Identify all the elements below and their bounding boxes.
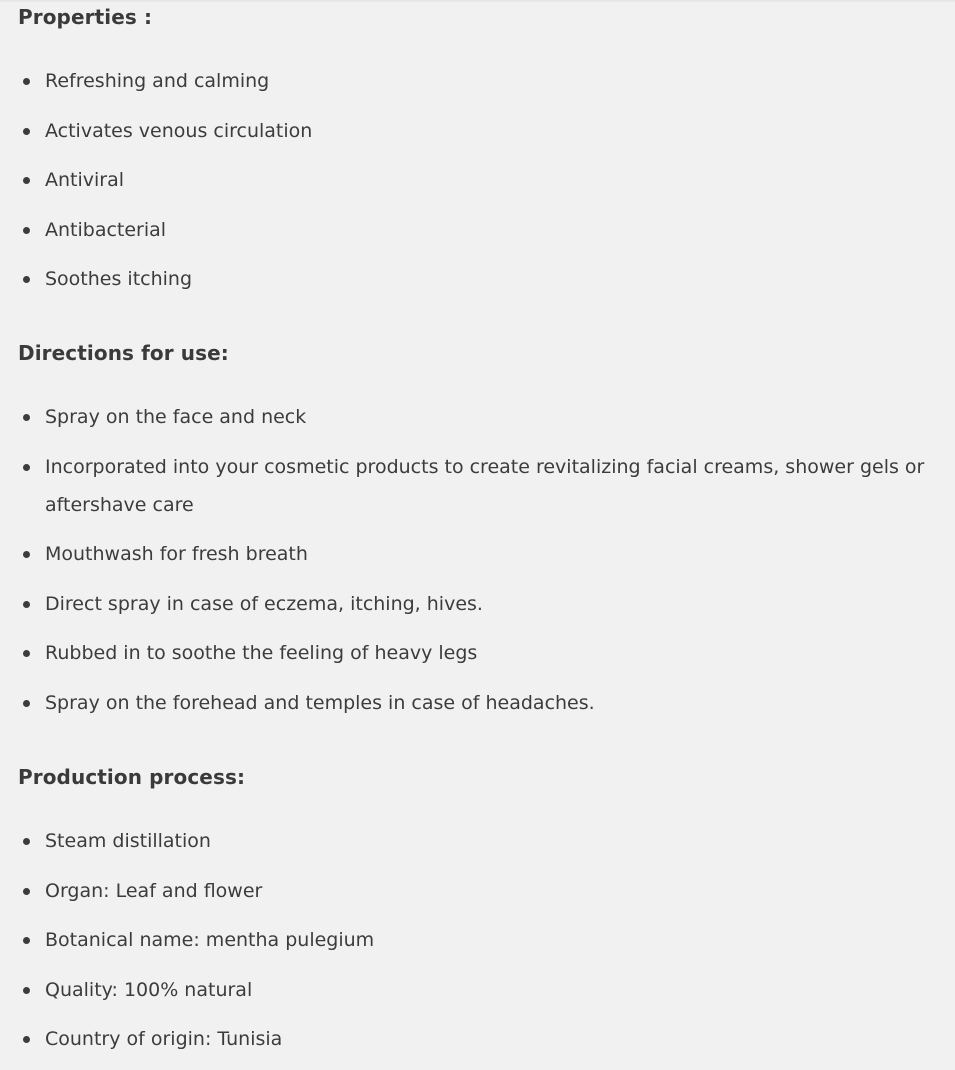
- list-item-text: Rubbed in to soothe the feeling of heavy legs: [45, 642, 478, 665]
- list-item-text: Spray on the forehead and temples in case of headaches.: [45, 691, 595, 714]
- bullet-icon: [23, 551, 30, 558]
- list-item-text: Botanical name: mentha pulegium: [45, 929, 375, 952]
- list-item-text: Spray on the face and neck: [45, 406, 307, 428]
- list-item: [18, 112, 312, 150]
- directions-heading: Directions for use:: [18, 341, 229, 365]
- production-heading: Production process:: [18, 765, 246, 789]
- list-item-text: Refreshing and calming: [45, 70, 270, 92]
- list-item-text: Soothes itching: [45, 268, 193, 291]
- list-item: [18, 822, 374, 860]
- bullet-icon: [23, 937, 30, 944]
- bullet-icon: [23, 177, 30, 184]
- bullet-icon: [23, 838, 30, 845]
- directions-list: [18, 398, 938, 734]
- bullet-icon: [23, 1036, 30, 1043]
- bullet-icon: [23, 414, 30, 421]
- list-item: [18, 684, 938, 722]
- bullet-icon: [23, 276, 30, 283]
- list-item: [18, 921, 374, 959]
- list-item-text: Activates venous circulation: [45, 119, 313, 142]
- bullet-icon: [23, 888, 30, 895]
- bullet-icon: [23, 464, 30, 471]
- list-item: [18, 161, 312, 199]
- bullet-icon: [23, 227, 30, 234]
- list-item: [18, 634, 938, 672]
- list-item-text: Antibacterial: [45, 218, 167, 241]
- list-item-text: Country of origin: Tunisia: [45, 1028, 283, 1051]
- list-item-text: Organ: Leaf and flower: [45, 879, 263, 902]
- list-item-text: Direct spray in case of eczema, itching, hives.: [45, 592, 483, 615]
- list-item: [18, 585, 938, 623]
- list-item-text: Antiviral: [45, 169, 125, 192]
- list-item-text: Quality: 100% natural: [45, 978, 253, 1001]
- list-item: [18, 398, 938, 436]
- list-item: [18, 260, 312, 298]
- bullet-icon: [23, 78, 30, 85]
- production-list: [18, 822, 374, 1070]
- list-item: [18, 535, 938, 573]
- list-item-text: Mouthwash for fresh breath: [45, 543, 308, 566]
- list-item: [18, 872, 374, 910]
- list-item: [18, 971, 374, 1009]
- properties-list: [18, 62, 312, 310]
- bullet-icon: [23, 987, 30, 994]
- list-item: [18, 448, 938, 524]
- bullet-icon: [23, 700, 30, 707]
- bullet-icon: [23, 128, 30, 135]
- list-item-text: Steam distillation: [45, 830, 211, 852]
- list-item: [18, 211, 312, 249]
- bullet-icon: [23, 650, 30, 657]
- properties-heading: Properties :: [18, 5, 153, 29]
- list-item: [18, 62, 312, 100]
- bullet-icon: [23, 601, 30, 608]
- list-item-text: Incorporated into your cosmetic products to create revitalizing facial creams, shower gels or aftershave care: [45, 455, 925, 516]
- list-item: [18, 1020, 374, 1058]
